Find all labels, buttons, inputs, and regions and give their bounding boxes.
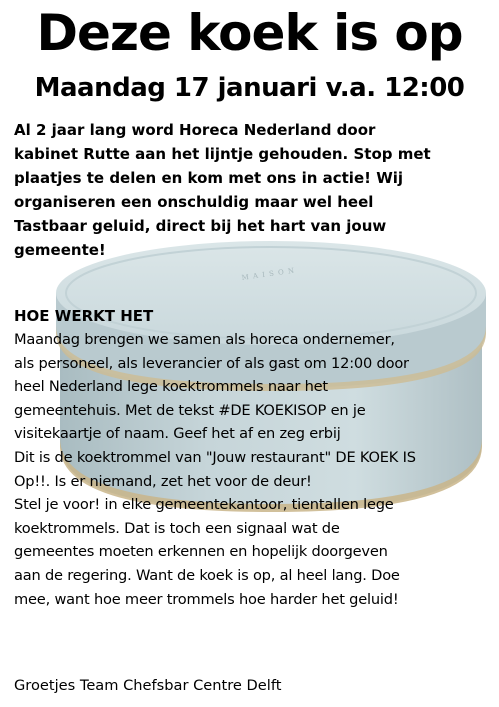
intro-line: organiseren een onschuldig maar wel heel [14,193,374,211]
intro-paragraph [14,118,490,262]
body-line: Op!!. Is er niemand, zet het voor de deur! [14,472,312,490]
intro-line: plaatjes te delen en kom met ons in actie! Wij [14,169,404,187]
body-line: visitekaartje of naam. Geef het af en zeg erbij [14,425,341,443]
intro-line: Al 2 jaar lang word Horeca Nederland door [14,121,376,139]
body-line: Maandag brengen we samen als horeca ondernemer, [14,331,395,348]
body-paragraph [14,328,494,611]
svg-text:M A I S O N: M A I S O N [241,266,296,282]
intro-line: kabinet Rutte aan het lijntje gehouden. Stop met [14,145,431,163]
intro-line: gemeente! [14,241,106,259]
event-date-time: Maandag 17 januari v.a. 12:00 [34,73,465,103]
intro-line: Tastbaar geluid, direct bij het hart van jouw [14,217,387,235]
body-line: als personeel, als leverancier of als gast om 12:00 door [14,354,409,372]
body-line: Dit is de koektrommel van "Jouw restaurant" DE KOEK IS [14,448,416,466]
body-line: Stel je voor! in elke gemeentekantoor, tientallen lege [14,496,394,514]
body-line: heel Nederland lege koektrommels naar het [14,378,328,396]
body-line: koektrommels. Dat is toch een signaal wat de [14,519,340,537]
signoff: Groetjes Team Chefsbar Centre Delft [14,677,282,694]
section-heading: HOE WERKT HET [14,307,154,325]
body-line: gemeentes moeten erkennen en hopelijk doorgeven [14,543,388,561]
headline: Deze koek is op [36,4,463,62]
body-line: mee, want hoe meer trommels hoe harder het geluid! [14,590,399,608]
body-line: gemeentehuis. Met de tekst #DE KOEKISOP en je [14,401,366,419]
body-line: aan de regering. Want de koek is op, al heel lang. Doe [14,566,400,584]
